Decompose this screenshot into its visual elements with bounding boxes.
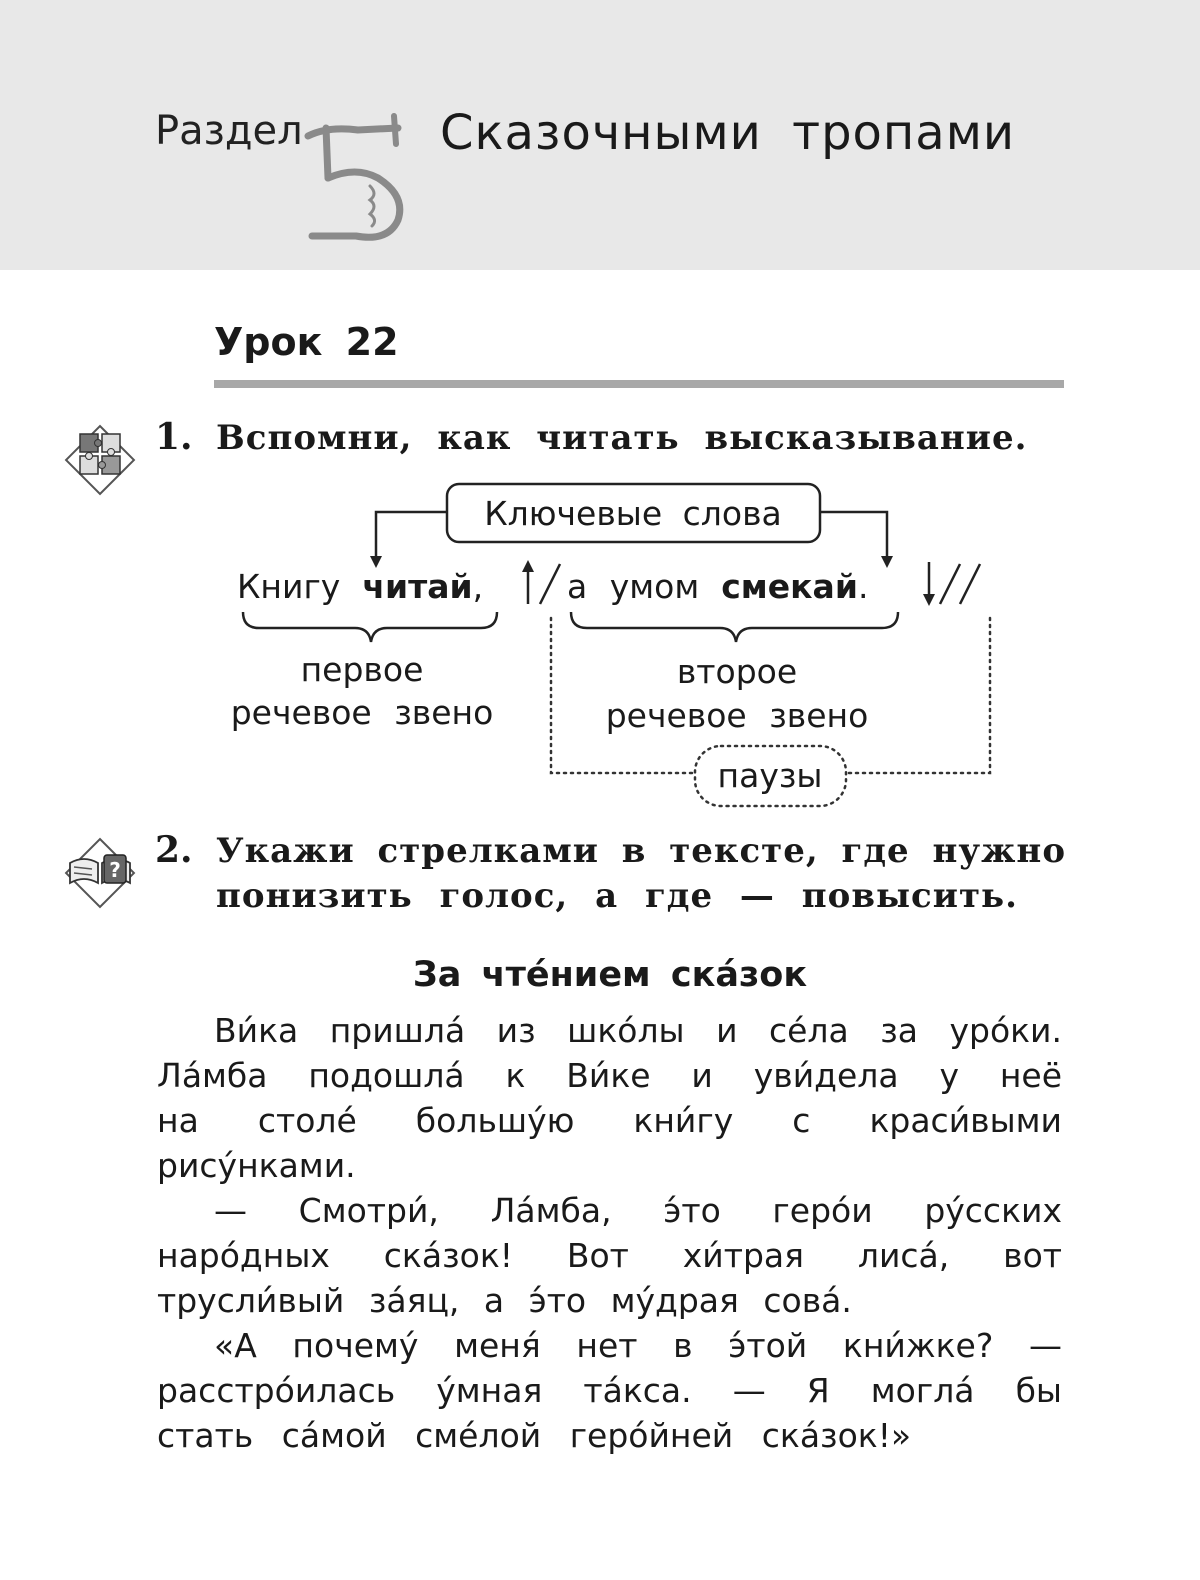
first-link-line1: первое	[300, 650, 424, 689]
section-label: Раздел	[155, 108, 303, 154]
story-title: За чте́нием ска́зок	[412, 955, 808, 995]
task-2-line1: Укажи стрелками в тексте, где нужно	[216, 831, 1066, 871]
task-1-text: Вспомни, как читать высказывание.	[216, 418, 1028, 458]
phrase-part-2: а умом смекай.	[567, 567, 869, 606]
key-word-2: смекай	[721, 567, 858, 606]
story-line: трусли́вый за́яц, а э́то му́драя сова́.	[157, 1281, 852, 1320]
story-line: «А почему́ меня́ нет в э́той кни́жке? —	[214, 1326, 1062, 1365]
story-line: на столе́ большу́ю кни́гу с краси́выми	[157, 1101, 1062, 1140]
second-link-line1: второе	[676, 652, 798, 691]
story-line: — Смотри́, Ла́мба, э́то геро́и ру́сских	[214, 1191, 1062, 1230]
pauses-label: паузы	[717, 756, 823, 795]
story-line: стать са́мой сме́лой геро́йней ска́зок!»	[157, 1416, 912, 1455]
task-2-line2: понизить голос, а где — повысить.	[216, 876, 1018, 916]
double-pause-slash	[940, 564, 960, 604]
lesson-title: Урок 22	[214, 320, 399, 364]
pause-slash	[540, 564, 560, 604]
task-1-number: 1.	[155, 416, 193, 458]
section-title: Сказочными тропами	[440, 105, 1016, 161]
phrase-part-1: Книгу читай,	[237, 567, 484, 606]
story-line: Ви́ка пришла́ из шко́лы и се́ла за уро́ки.	[214, 1011, 1062, 1050]
rise-arrow-icon	[522, 560, 534, 572]
section-number: 5	[350, 220, 351, 221]
story-line: рису́нками.	[157, 1146, 356, 1185]
story-line: Ла́мба подошла́ к Ви́ке и уви́дела у неё	[157, 1056, 1062, 1095]
second-link-line2: речевое звено	[605, 696, 869, 735]
svg-text:?: ?	[109, 858, 121, 882]
task-2-text	[216, 829, 1066, 919]
key-word-1: читай	[362, 567, 473, 606]
second-link-brace	[571, 612, 898, 642]
first-link-line2: речевое звено	[230, 693, 494, 732]
task-2-number: 2.	[155, 829, 193, 871]
story-line: расстро́илась у́мная та́кса. — Я могла́ бы	[157, 1371, 1062, 1410]
fall-arrow-icon	[923, 594, 935, 606]
story-line: наро́дных ска́зок! Вот хи́трая лиса́, вот	[157, 1236, 1062, 1275]
book-question-icon	[60, 833, 140, 917]
key-words-label: Ключевые слова	[484, 494, 782, 533]
story-text	[157, 1008, 1062, 1458]
first-link-brace	[243, 612, 497, 642]
